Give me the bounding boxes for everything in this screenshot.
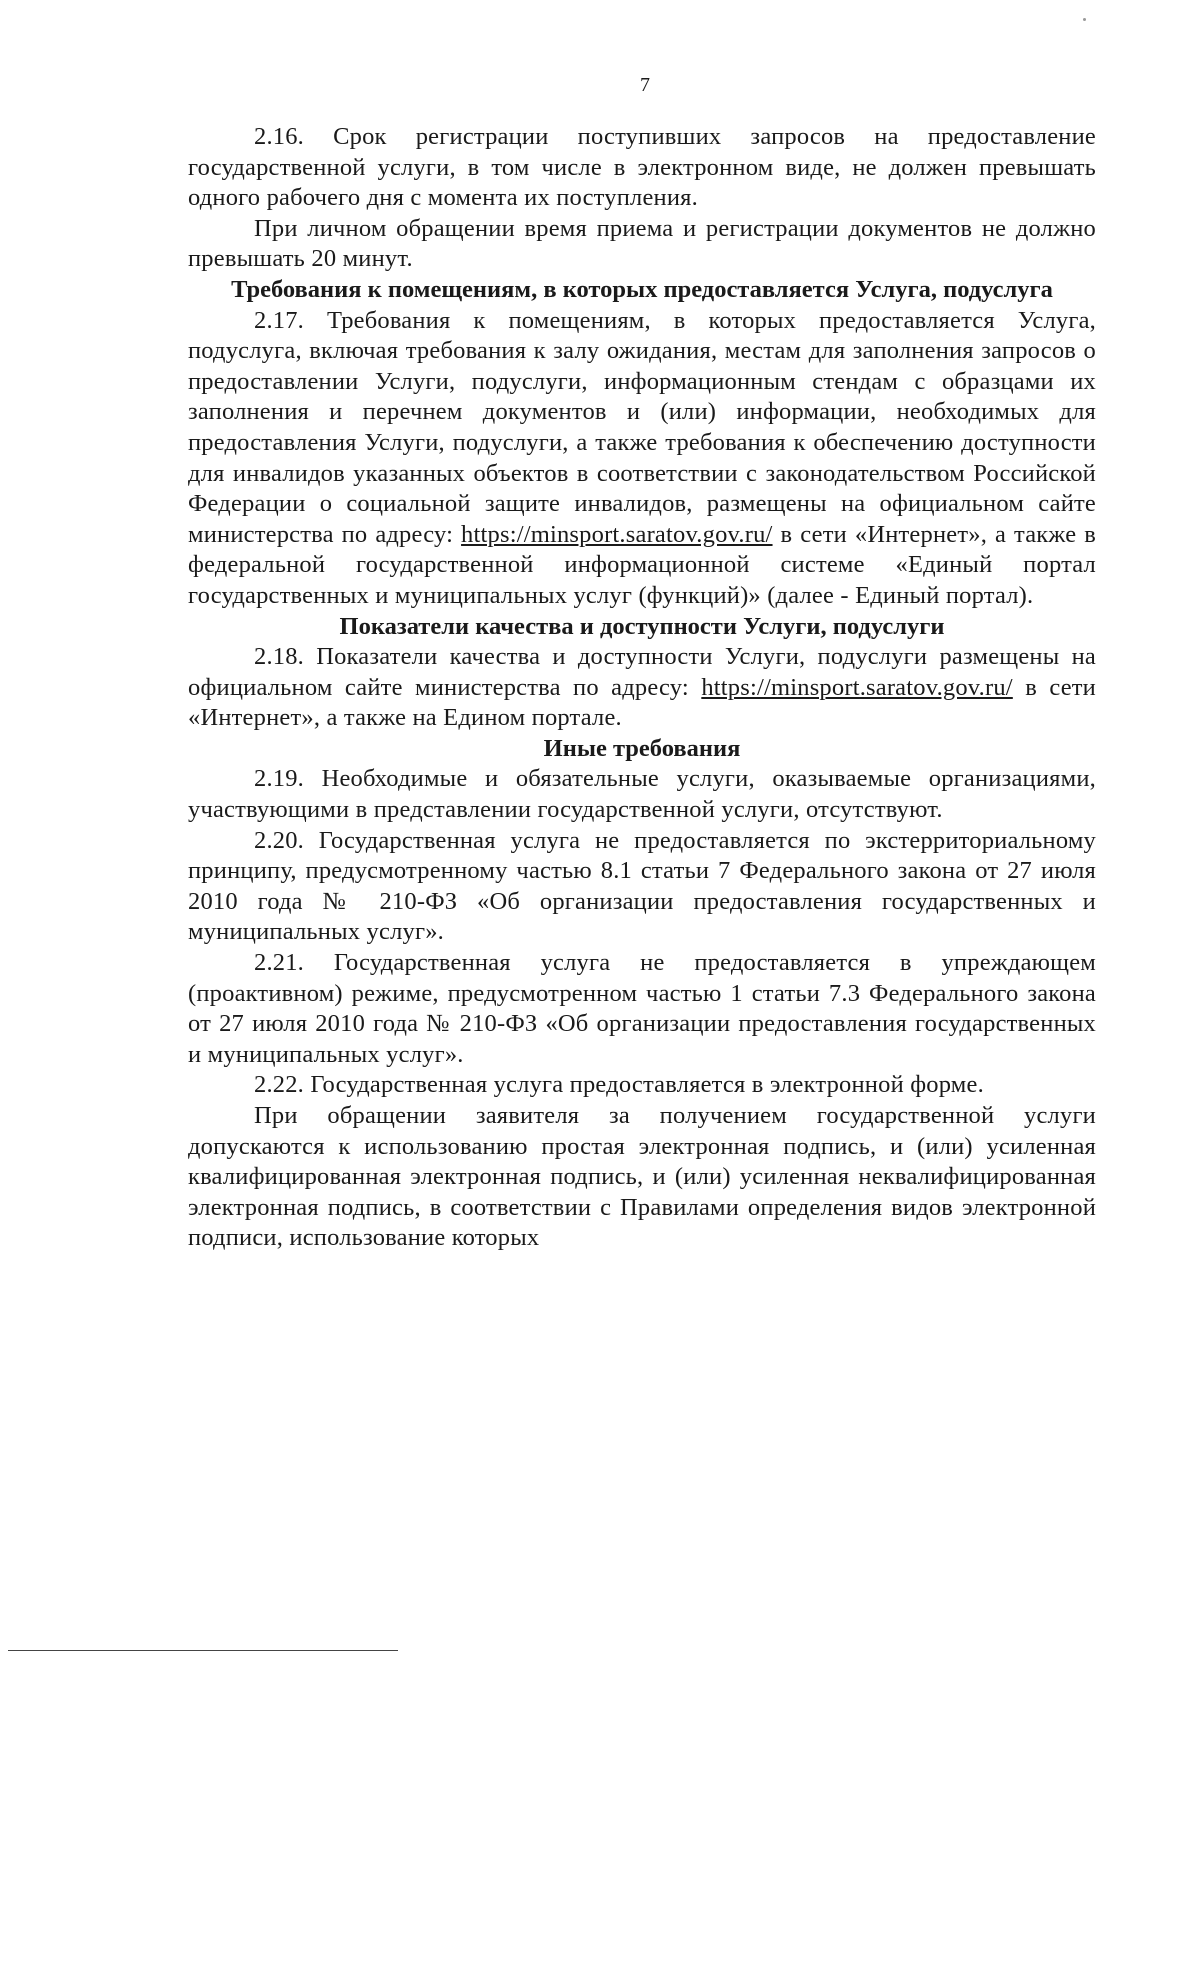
paragraph-2-18: [188, 642, 1096, 734]
document-body: [188, 122, 1096, 1254]
paragraph-2-22: 2.22. Государственная услуга предоставляется в электронной форме.: [254, 1071, 984, 1099]
scan-speck: [1083, 18, 1086, 21]
paragraph-2-17: [188, 306, 1096, 612]
paragraph-2-20: 2.20. Государственная услуга не предоставляется по экстерриториальному принципу, предусмотренному частью 8.1 статьи 7 Федерального закона от 27 июля 2010 года № 210-ФЗ «Об организации предоставления государственных и муниципальных услуг».: [188, 826, 1096, 946]
heading-other-requirements: Иные требования: [543, 734, 741, 762]
paragraph-2-18-text: 2.18. Показатели качества и доступности Услуги, подуслуги размещены на официальном сайте министерства по адресу:: [188, 643, 1096, 701]
footnote-separator: [8, 1650, 398, 1651]
paragraph-2-22-continued: При обращении заявителя за получением государственной услуги допускаются к использованию простая электронная подпись, и (или) усиленная квалифицированная электронная подпись, и (или) усиленная неквалифицированная электронная подпись, в соответствии с Правилами определения видов электронной подписи, использование которых: [188, 1102, 1096, 1252]
paragraph-2-16-continued: При личном обращении время приема и регистрации документов не должно превышать 20 минут.: [188, 214, 1096, 273]
heading-quality-indicators: Показатели качества и доступности Услуги, подуслуги: [339, 612, 945, 640]
paragraph-2-17-text: 2.17. Требования к помещениям, в которых предоставляется Услуга, подуслуга, включая требования к залу ожидания, местам для заполнения запросов о предоставлении Услуги, подуслуги, информационным стендам с образцами их заполнения и перечнем документов и (или) информации, необходимых для предоставления Услуги, подуслуги, а также требования к обеспечению доступности для инвалидов указанных объектов в соответствии с законодательством Российской Федерации о социальной защите инвалидов, размещены на официальном сайте министерства по адресу:: [188, 306, 1096, 548]
paragraph-2-19: 2.19. Необходимые и обязательные услуги, оказываемые организациями, участвующими в представлении государственной услуги, отсутствуют.: [188, 765, 1096, 824]
heading-premises-requirements: Требования к помещениям, в которых предоставляется Услуга, подуслуга: [231, 275, 1053, 303]
paragraph-2-16: 2.16. Срок регистрации поступивших запросов на предоставление государственной услуги, в том числе в электронном виде, не должен превышать одного рабочего дня с момента их поступления.: [188, 123, 1096, 212]
minsport-link-2[interactable]: https://minsport.saratov.gov.ru/: [701, 673, 1013, 701]
paragraph-2-21: 2.21. Государственная услуга не предоставляется в упреждающем (проактивном) режиме, предусмотренном частью 1 статьи 7.3 Федерального закона от 27 июля 2010 года № 210-ФЗ «Об организации предоставления государственных и муниципальных услуг».: [188, 949, 1096, 1068]
paragraph-2-17-tail: в сети «Интернет», а также в федеральной государственной информационной системе «Единый портал государственных и муниципальных услуг (функций)» (далее - Единый портал).: [188, 520, 1096, 609]
page-number: 7: [640, 74, 650, 96]
paragraph-2-18-tail: в сети «Интернет», а также на Едином портале.: [188, 673, 1096, 732]
minsport-link[interactable]: https://minsport.saratov.gov.ru/: [461, 520, 773, 548]
